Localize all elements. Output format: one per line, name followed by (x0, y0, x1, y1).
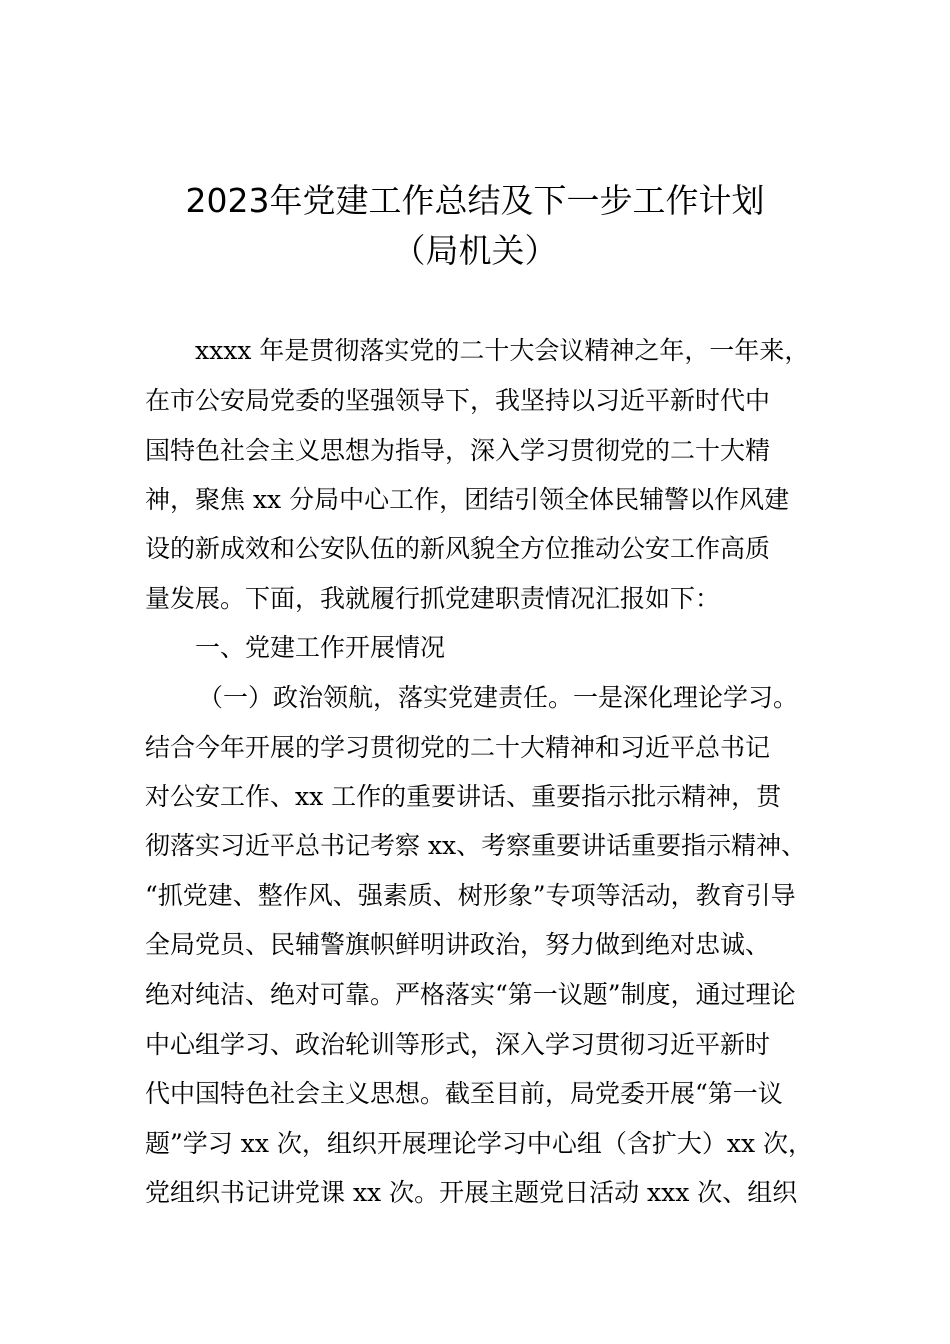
paragraph-line: 彻落实习近平总书记考察 xx、考察重要讲话重要指示精神、 (145, 831, 807, 860)
paragraph-line: 全局党员、民辅警旗帜鲜明讲政治，努力做到绝对忠诚、 (145, 930, 771, 959)
document-subtitle: （局机关） (392, 231, 558, 270)
paragraph-line: 绝对纯洁、绝对可靠。严格落实“第一议题”制度，通过理论 (145, 980, 796, 1009)
paragraph-line: 国特色社会主义思想为指导，深入学习贯彻党的二十大精 (145, 436, 771, 465)
paragraph-line: xxxx 年是贯彻落实党的二十大会议精神之年，一年来， (195, 336, 810, 365)
paragraph-line: 对公安工作、xx 工作的重要讲话、重要指示批示精神，贯 (145, 782, 782, 811)
paragraph-line: 在市公安局党委的坚强领导下，我坚持以习近平新时代中 (145, 386, 771, 415)
paragraph-line: 量发展。下面，我就履行抓党建职责情况汇报如下： (145, 584, 721, 613)
paragraph-line: “抓党建、整作风、强素质、树形象”专项等活动，教育引导 (145, 881, 796, 910)
document-title: 2023年党建工作总结及下一步工作计划 (185, 181, 765, 220)
paragraph-line: 设的新成效和公安队伍的新风貌全方位推动公安工作高质 (145, 534, 771, 563)
paragraph-line: 中心组学习、政治轮训等形式，深入学习贯彻习近平新时 (145, 1030, 771, 1059)
paragraph-line: 神，聚焦 xx 分局中心工作，团结引领全体民辅警以作风建 (145, 485, 790, 514)
section-heading: 一、党建工作开展情况 (195, 633, 446, 662)
paragraph-line: 代中国特色社会主义思想。截至目前，局党委开展“第一议 (145, 1079, 783, 1108)
paragraph-line: 党组织书记讲党课 xx 次。开展主题党日活动 xxx 次、组织 (145, 1178, 798, 1207)
paragraph-line: 题”学习 xx 次，组织开展理论学习中心组（含扩大）xx 次， (145, 1129, 814, 1158)
paragraph-line: （一）政治领航，落实党建责任。一是深化理论学习。 (198, 683, 799, 712)
paragraph-line: 结合今年开展的学习贯彻党的二十大精神和习近平总书记 (145, 733, 771, 762)
